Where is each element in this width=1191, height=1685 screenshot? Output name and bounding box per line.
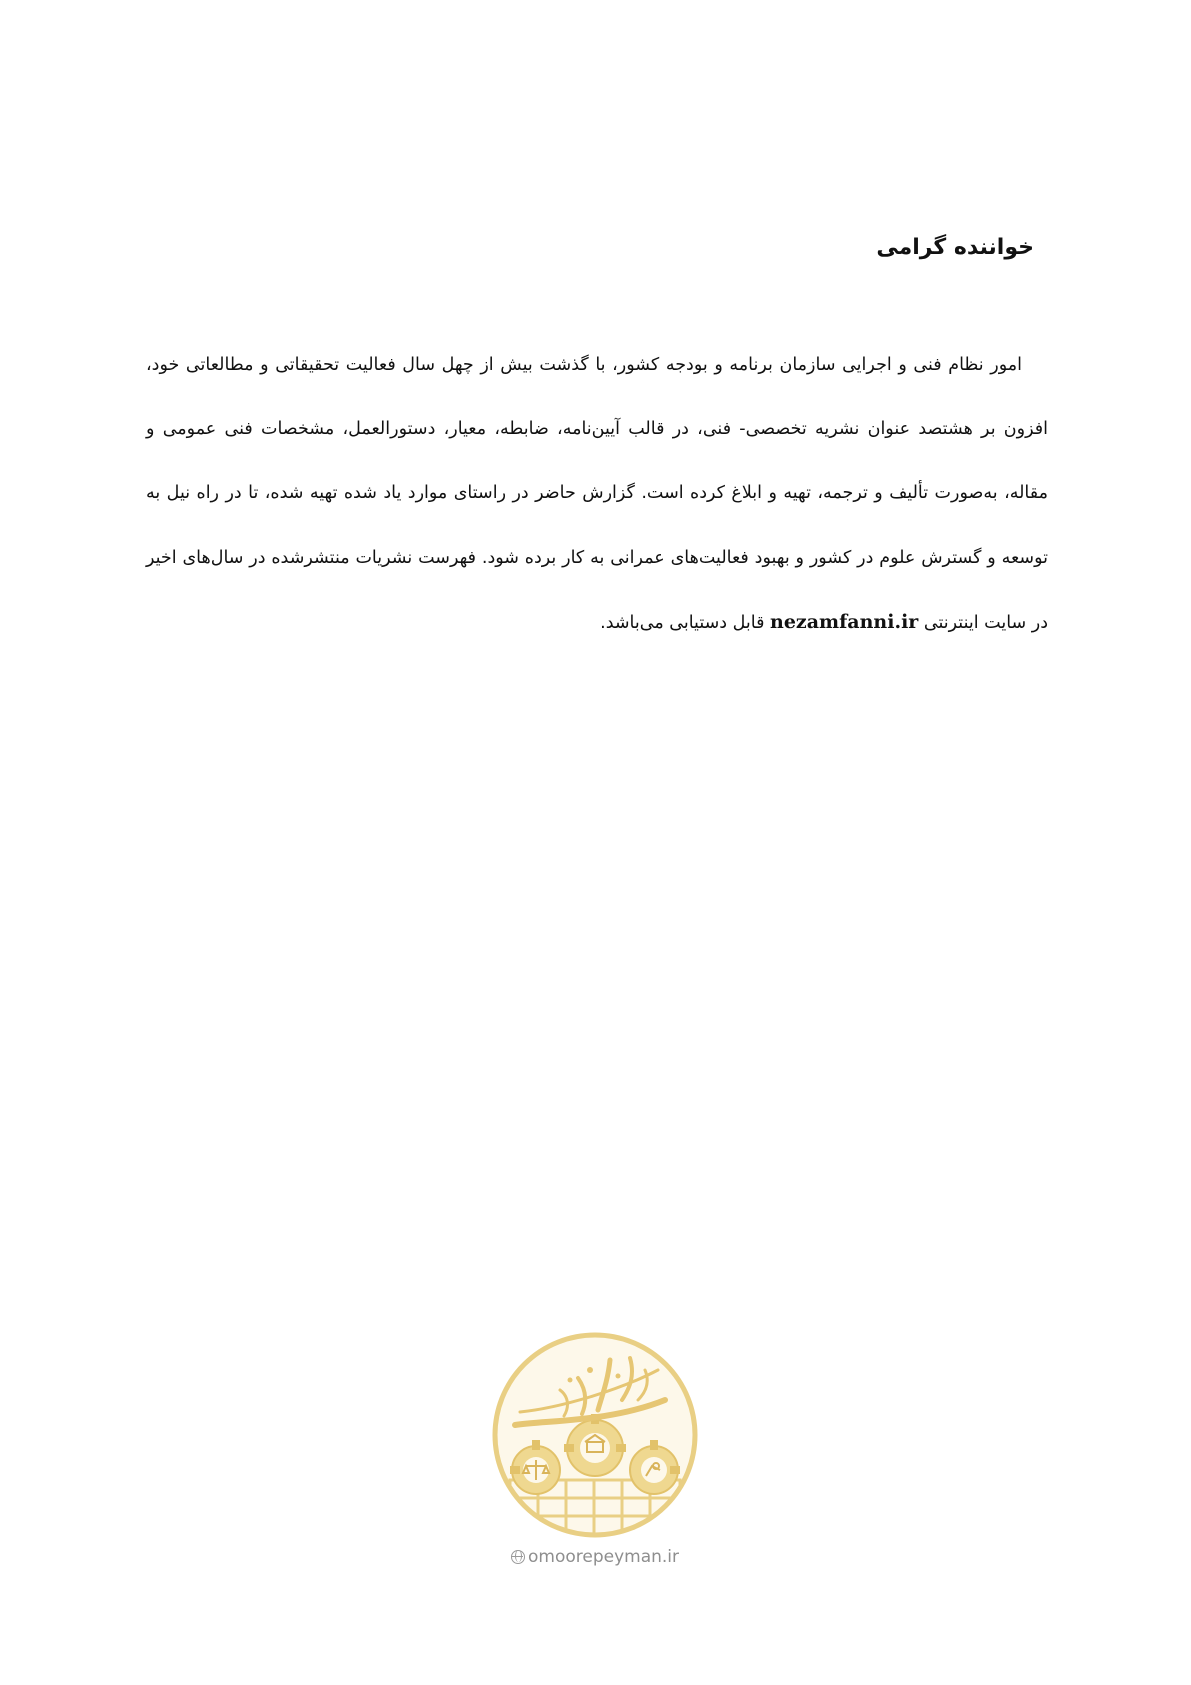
omoore-peyman-seal-icon	[490, 1330, 700, 1540]
site-link[interactable]: nezamfanni.ir	[770, 610, 919, 633]
intro-paragraph	[146, 333, 1048, 655]
page-heading: خواننده گرامی	[876, 235, 1034, 260]
watermark-caption	[495, 1547, 695, 1567]
globe-icon	[511, 1550, 525, 1564]
watermark-site: omoorepeyman.ir	[527, 1547, 680, 1567]
paragraph-text-end: قابل دستیابی می‌باشد.	[600, 612, 765, 633]
paragraph-text-start: امور نظام فنی و اجرایی سازمان برنامه و بودجه کشور، با گذشت بیش از چهل سال فعالیت تحقیقاتی و مطالعاتی خود، افزون بر هشتصد عنوان نشریه تخصصی- فنی، در قالب آیین‌نامه، ضابطه، معیار، دستورالعمل، مشخصات فنی عمومی و مقاله، به‌صورت تألیف و ترجمه، تهیه و ابلاغ کرده است. گزارش حاضر در راستای موارد یاد شده تهیه شده، تا در راه نیل به توسعه و گسترش علوم در کشور و بهبود فعالیت‌های عمرانی به کار برده شود. فهرست نشریات منتشرشده در سال‌های اخیر در سایت اینترنتی	[146, 355, 1048, 633]
